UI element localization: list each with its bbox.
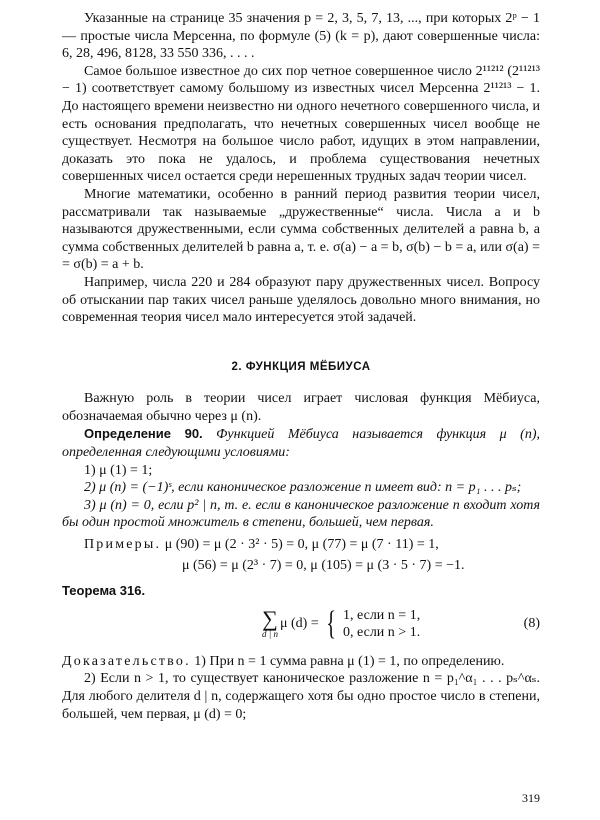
left-brace: { (325, 604, 336, 642)
proof-case-1: 1) При n = 1 сумма равна μ (1) = 1, по определению. (194, 653, 505, 669)
sum-expression (262, 604, 421, 642)
definition-90 (62, 425, 540, 461)
formula-case-2: 0, если n > 1. (343, 624, 421, 640)
section-title: 2. ФУНКЦИЯ МЁБИУСА (231, 360, 371, 373)
formula-cases (343, 607, 420, 641)
formula-lhs: μ (d) = (279, 616, 319, 632)
examples-formula-1: μ (90) = μ (2 · 3² · 5) = 0, μ (77) = μ (7 · 11) = 1, (164, 537, 439, 553)
definition-label: Определение 90. (84, 426, 203, 442)
equation-number: (8) (523, 615, 540, 631)
formula-case-1: 1, если n = 1, (343, 607, 421, 623)
examples-label: Примеры. (84, 537, 162, 553)
sum-symbol: ∑ d | n (262, 605, 278, 639)
proof-label: Доказательство. (62, 653, 191, 669)
sum-subscript: d | n (262, 628, 278, 639)
paragraph-mersenne-perfect: Указанные на странице 35 значения p = 2, 3, 5, 7, 13, ..., при которых 2ᵖ − 1 — простые числа Мерсенна, по формуле (5) (k = p), дают совершенные числа: 6, 28, 496, 8128, 33 550 336, . . . . (62, 11, 540, 62)
examples-line-1 (62, 536, 540, 554)
definition-condition-2: 2) μ (n) = (−1)ˢ, если каноническое разложение n имеет вид: n = p₁ . . . pₛ; (84, 480, 522, 496)
proof-paragraph-2: 2) Если n > 1, то существует каноническое разложение n = p₁^α₁ . . . pₛ^αₛ. Для любого делителя d | n, содержащего хотя бы одно простое число в степени, большей, чем первая, μ (d) = 0; (62, 671, 540, 722)
examples-formula-2: μ (56) = μ (2³ · 7) = 0, μ (105) = μ (3 · 5 · 7) = −1. (182, 557, 465, 573)
definition-text: Функцией Мёбиуса называется функция μ (n), определенная следующими условиями: (62, 427, 540, 461)
proof-paragraph-1 (62, 653, 540, 671)
paragraph-amicable-definition: Многие математики, особенно в ранний период развития теории чисел, рассматривали так называемые „дружественные“ числа. Числа a и b называются дружественными, если сумма собственных делителей a равна b, а сумма собственных делителей b равна a, т. е. σ(a) − a = b, σ(b) − b = a, или σ(a) = = σ(b) = a + b. (62, 186, 540, 273)
paragraph-amicable-example: Например, числа 220 и 284 образуют пару дружественных чисел. Вопросу об отыскании пар таких чисел раньше уделялось довольно много внимания, но современная теория чисел мало интересуется этой задачей. (62, 274, 540, 326)
page-number: 319 (522, 791, 540, 806)
theorem-316-label: Теорема 316. (62, 583, 146, 599)
definition-condition-3: 3) μ (n) = 0, если p² | n, т. е. если в каноническое разложение n входит хотя бы один простой множитель в степени, большей, чем первая. (62, 497, 540, 531)
paragraph-largest-perfect: Самое большое известное до сих пор четное совершенное число 2¹¹²¹² (2¹¹²¹³ − 1) соответствует самому большому из известных чисел Мерсенна 2¹¹²¹³ − 1. До настоящего времени неизвестно ни одного нечетного совершенного числа, и есть основания предполагать, что нечетных совершенных чисел вообще не существует. Несмотря на большое число работ, идущих в этом направлении, доказать это пока не удалось, и проблема существования нечетных совершенных чисел остается среди нерешенных трудных задач теории чисел. (62, 63, 540, 185)
definition-condition-1: 1) μ (1) = 1; (84, 462, 153, 478)
theorem-formula (62, 603, 540, 645)
paragraph-mobius-intro: Важную роль в теории чисел играет числовая функция Мёбиуса, обозначаемая обычно через μ (n). (62, 391, 540, 424)
